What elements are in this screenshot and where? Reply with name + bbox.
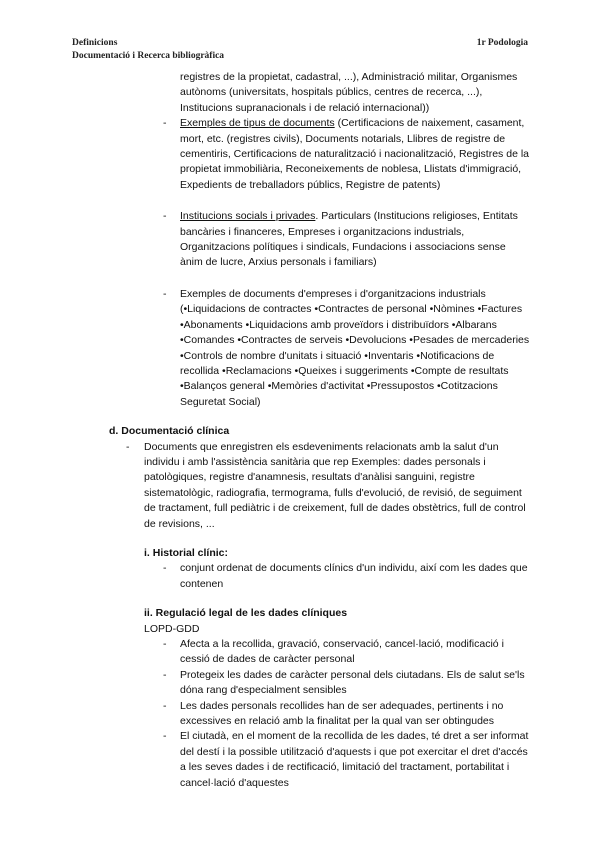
list-item-regulation <box>0 668 600 699</box>
dash-bullet: - <box>163 699 167 712</box>
dash-bullet: - <box>163 668 167 681</box>
item-text: Afecta a la recollida, gravació, conservació, cancel·lació, modificació i cessió de dades de caràcter personal <box>180 638 504 666</box>
list-item-document-types <box>0 116 600 193</box>
dash-bullet: - <box>126 440 130 453</box>
list-item-social-institutions <box>0 209 600 271</box>
law-label: LOPD-GDD <box>144 622 200 635</box>
item-text: Les dades personals recollides han de ser adequades, pertinents i no excessives en relació amb la finalitat per la qual van ser obtingudes <box>180 699 504 728</box>
list-item-regulation <box>0 637 600 668</box>
page-header-left <box>72 37 224 63</box>
item-title: Institucions socials i privades <box>180 210 316 223</box>
item-text: . Particulars (Institucions religioses, Entitats bancàries i financeres, Empreses i organitzacions industrials, Organitzacions polítiques i sindicals, Fundacions i associacions sense ànim de lucre, Arxius personals i familiars) <box>180 210 518 269</box>
item-text: Documents que enregistren els esdeveniments relacionats amb la salut d'un individu i amb l'assistència sanitària que rep Exemples: dades personals i patològiques, registre d'anamnesis, resultats d'anàlisi sanguini, registre sistematològic, radiografia, termograma, fulls d'evolució, de revisió, de seguiment de tractament, full pediàtric i de creixement, full de dades obstètrics, full de control de revisions, ... <box>144 440 526 530</box>
list-item-clinical-documents <box>0 440 600 532</box>
list-item-company-documents <box>0 287 600 410</box>
section-heading-clinical-documentation: d. Documentació clínica <box>109 425 230 438</box>
header-title: Definicions <box>72 38 118 48</box>
list-item-regulation <box>0 729 600 791</box>
dash-bullet: - <box>163 638 167 650</box>
item-text: Exemples de documents d'empreses i d'organitzacions industrials (•Liquidacions de contractes •Contractes de personal •Nòmines •Factures •Abonaments •Liquidacions amb proveïdors i distribuïdors •Albarans •Comandes •Contractes de serveis •Devolucions •Pesades de mercaderies •Controls de nombre d'unitats i situació •Inventaris •Notificacions de recollida •Reclamacions •Queixes i suggeriments •Compte de resultats •Balanços general •Memòries d'activitat •Pressupostos •Cotitzacions Seguretat Social) <box>180 287 530 408</box>
list-item-regulation <box>0 699 600 730</box>
dash-bullet: - <box>163 117 167 130</box>
item-title: Exemples de tipus de documents <box>180 117 335 130</box>
item-text: (Certificacions de naixement, casament, mort, etc. (registres civils), Documents notarials, Llibres de registre de cementiris, Certificacions de naturalització i nacionalització, Registres de la propietat immobiliària, Reconeixements de noblesa, Llistats d'immigració, Expedients de treballadors públics, Registre de patents) <box>180 117 529 191</box>
dash-bullet: - <box>163 562 167 575</box>
dash-bullet: - <box>163 287 167 300</box>
list-item-clinical-history <box>0 561 600 592</box>
header-subtitle: Documentació i Recerca bibliogràfica <box>72 51 225 61</box>
item-text: conjunt ordenat de documents clínics d'un individu, així com les dades que contenen <box>180 562 528 590</box>
item-text: El ciutadà, en el moment de la recollida de les dades, té dret a ser informat del destí i la possible utilització d'aquests i que pot exercitar el dret d'accés a les seves dades i de rectificació, limitació del tractament, portabilitat i cancel·lació d'aquestes <box>180 730 529 789</box>
dash-bullet: - <box>163 210 167 223</box>
document-body <box>0 70 600 791</box>
item-text: Protegeix les dades de caràcter personal dels ciutadans. Els de salut se'ls dóna rang d'especialment sensibles <box>180 668 525 697</box>
subheading-clinical-history: i. Historial clínic: <box>144 546 229 559</box>
header-course: 1r Podologia <box>476 38 528 48</box>
subheading-legal-regulation: ii. Regulació legal de les dades clíniques <box>144 607 348 620</box>
dash-bullet: - <box>163 730 167 743</box>
continuation-paragraph: registres de la propietat, cadastral, ...), Administració militar, Organismes autònoms (universitats, hospitals públics, centres de recerca, ...), Institucions supranacionals i de relació internacional)) <box>180 71 518 114</box>
